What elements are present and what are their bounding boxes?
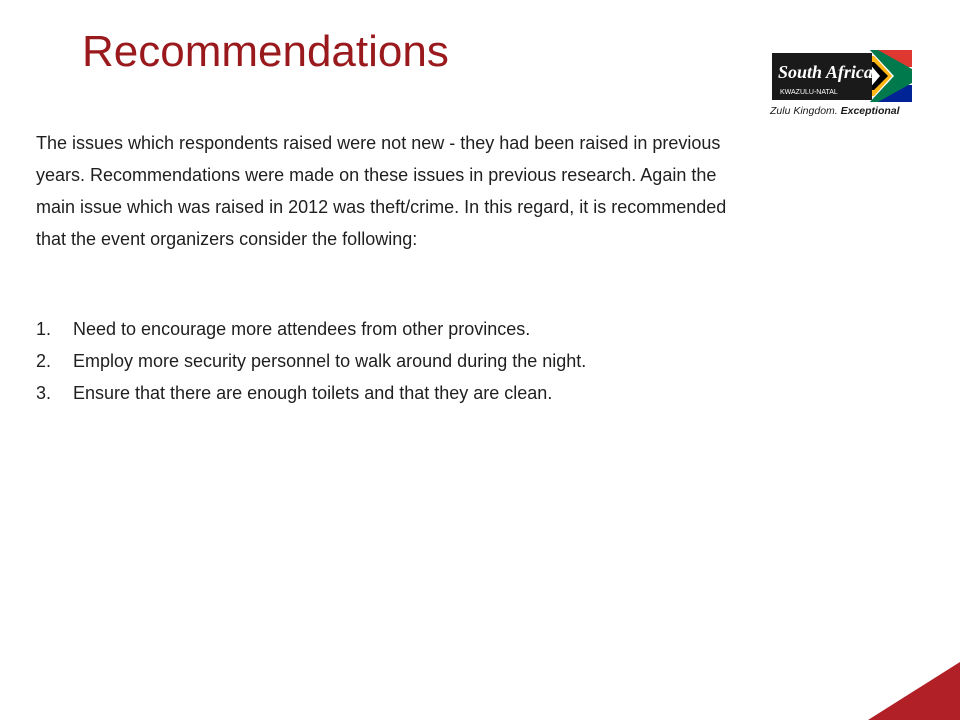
logo-tagline-part1: Zulu Kingdom. <box>770 105 838 117</box>
list-item-number: 1. <box>36 319 52 339</box>
south-africa-kzn-logo <box>770 50 912 120</box>
logo-tagline <box>770 105 912 117</box>
list-item-text: Ensure that there are enough toilets and that they are clean. <box>73 383 553 403</box>
list-item-number: 3. <box>36 383 52 403</box>
list-item <box>36 313 756 345</box>
corner-accent-shape <box>868 662 960 720</box>
logo-region: KWAZULU-NATAL <box>780 89 838 96</box>
corner-accent-triangle <box>868 662 960 720</box>
list-item-number: 2. <box>36 351 52 371</box>
slide-title: Recommendations <box>82 27 449 76</box>
list-item-text: Need to encourage more attendees from other provinces. <box>73 319 531 339</box>
logo-tagline-part2: Exceptional <box>840 105 900 117</box>
flag-logo-graphic <box>770 50 912 102</box>
list-item-text: Employ more security personnel to walk around during the night. <box>73 351 587 371</box>
list-item <box>36 377 756 409</box>
logo-brand: South Africa <box>778 62 873 82</box>
recommendations-list <box>36 313 756 409</box>
intro-paragraph: The issues which respondents raised were not new - they had been raised in previous years. Recommendations were made on these issues in previous research. Again the main issue which was raised in 2012 was theft/crime. In this regard, it is recommended that the event organizers consider the following: <box>36 133 727 249</box>
list-item <box>36 345 756 377</box>
